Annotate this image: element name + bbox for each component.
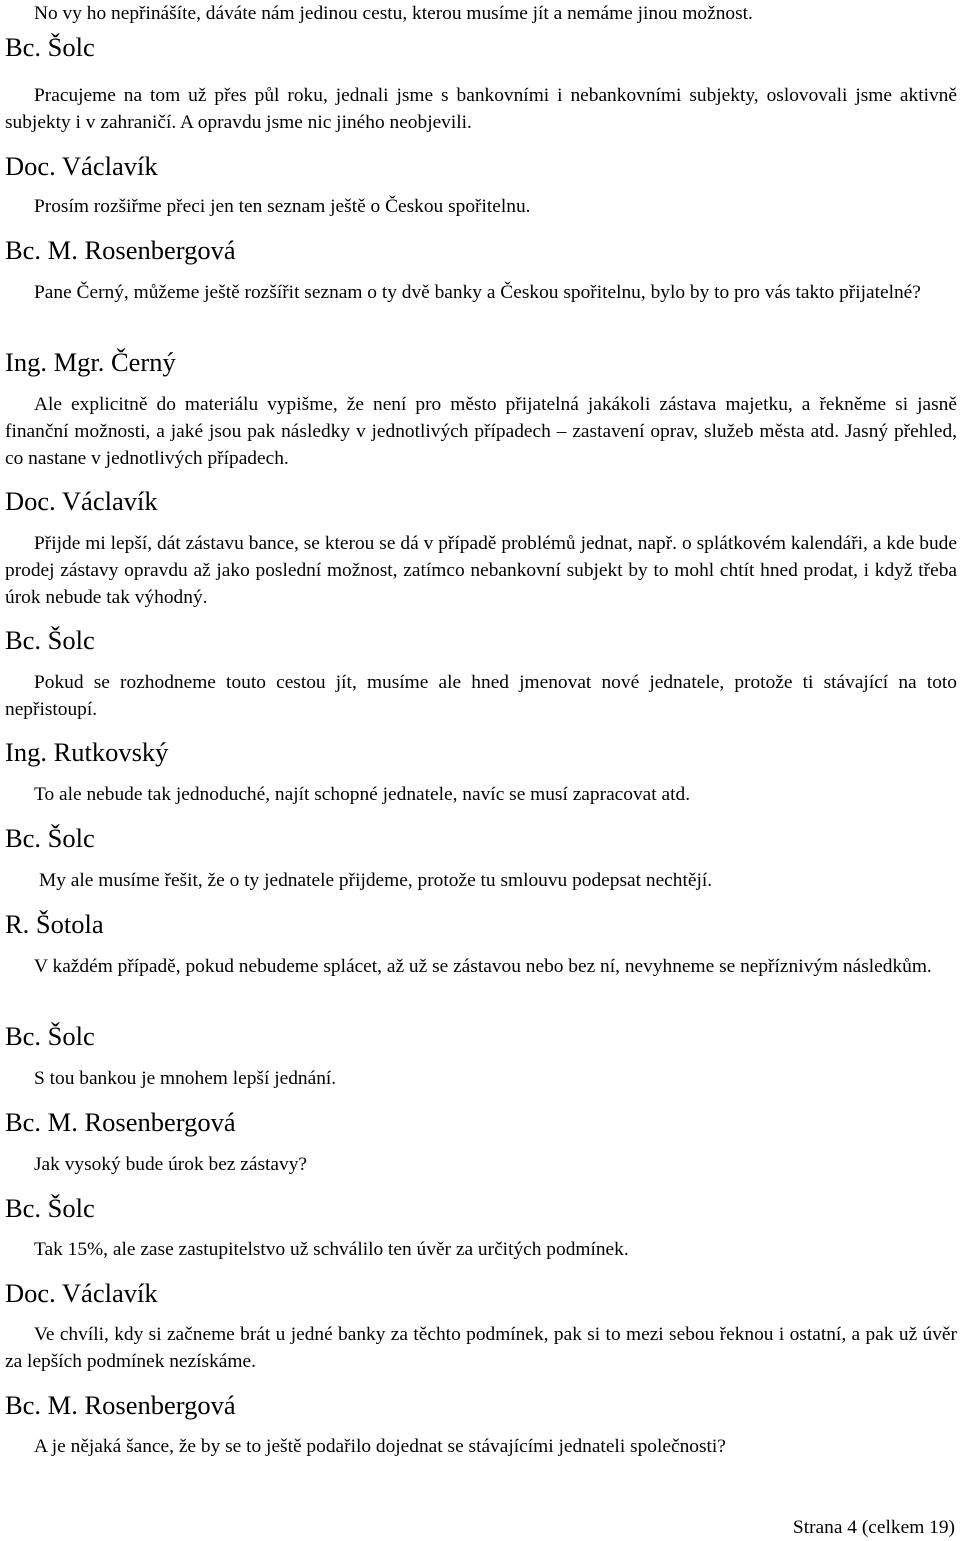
speech-text: Jak vysoký bude úrok bez zástavy? bbox=[34, 1154, 308, 1175]
speech-text: Pracujeme na tom už přes půl roku, jednali jsme s bankovními i nebankovními subjekty, oslovovali jsme aktivně subjekty i v zahraničí. A opravdu jsme nic jiného neobjevili. bbox=[5, 85, 957, 133]
speaker-name: Doc. Václavík bbox=[5, 151, 158, 181]
speech-text: Pokud se rozhodneme touto cestou jít, musíme ale hned jmenovat nové jednatele, protože ti stávající na toto nepřistoupí. bbox=[5, 672, 957, 720]
speaker-name: Doc. Václavík bbox=[5, 1278, 158, 1308]
speaker-name: Bc. Šolc bbox=[5, 1193, 95, 1223]
speaker-name: Ing. Rutkovský bbox=[5, 737, 169, 767]
speaker-name: Bc. Šolc bbox=[5, 32, 95, 62]
speech-text: V každém případě, pokud nebudeme splácet, až už se zástavou nebo bez ní, nevyhneme se nepříznivým následkům. bbox=[34, 956, 932, 977]
speech-text: My ale musíme řešit, že o ty jednatele přijdeme, protože tu smlouvu podepsat nechtějí. bbox=[39, 870, 713, 891]
speaker-name: Ing. Mgr. Černý bbox=[5, 347, 176, 377]
speaker-name: Bc. M. Rosenbergová bbox=[5, 1390, 236, 1420]
speech-text: A je nějaká šance, že by se to ještě podařilo dojednat se stávajícími jednateli společnosti? bbox=[34, 1436, 726, 1457]
speaker-name: Bc. Šolc bbox=[5, 1021, 95, 1051]
speech-text: Ale explicitně do materiálu vypišme, že není pro město přijatelná jakákoli zástava majetku, a řekněme si jasně finanční možnosti, a jaké jsou pak následky v jednotlivých případech ‒ zastavení oprav, služeb města atd. Jasný přehled, co nastane v jednotlivých případech. bbox=[5, 394, 957, 469]
speech-text: To ale nebude tak jednoduché, najít schopné jednatele, navíc se musí zapracovat atd. bbox=[34, 784, 691, 805]
speaker-name: Bc. Šolc bbox=[5, 823, 95, 853]
speaker-name: Doc. Václavík bbox=[5, 486, 158, 516]
page-number-footer: Strana 4 (celkem 19) bbox=[792, 1517, 955, 1538]
speech-text: Prosím rozšiřme přeci jen ten seznam ještě o Českou spořitelnu. bbox=[34, 196, 531, 217]
speech-text: Přijde mi lepší, dát zástavu bance, se kterou se dá v případě problémů jednat, např. o splátkovém kalendáři, a kde bude prodej zástavy opravdu až jako poslední možnost, zatímco nebankovní subjekt by to mohl chtít hned prodat, i když třeba úrok nebude tak výhodný. bbox=[5, 533, 957, 608]
speaker-name: R. Šotola bbox=[5, 909, 104, 939]
speaker-name: Bc. Šolc bbox=[5, 625, 95, 655]
speaker-name: Bc. M. Rosenbergová bbox=[5, 1107, 236, 1137]
speech-text: No vy ho nepřinášíte, dáváte nám jedinou cestu, kterou musíme jít a nemáme jinou možnost. bbox=[34, 3, 753, 24]
speech-text: Pane Černý, můžeme ještě rozšířit seznam o ty dvě banky a Českou spořitelnu, bylo by to pro vás takto přijatelné? bbox=[34, 282, 921, 303]
speech-text: Tak 15%, ale zase zastupitelstvo už schválilo ten úvěr za určitých podmínek. bbox=[34, 1239, 629, 1260]
speech-text: S tou bankou je mnohem lepší jednání. bbox=[34, 1068, 337, 1089]
speech-text: Ve chvíli, kdy si začneme brát u jedné banky za těchto podmínek, pak si to mezi sebou řeknou i ostatní, a pak už úvěr za lepších podmínek nezískáme. bbox=[5, 1324, 957, 1372]
speaker-name: Bc. M. Rosenbergová bbox=[5, 235, 236, 265]
